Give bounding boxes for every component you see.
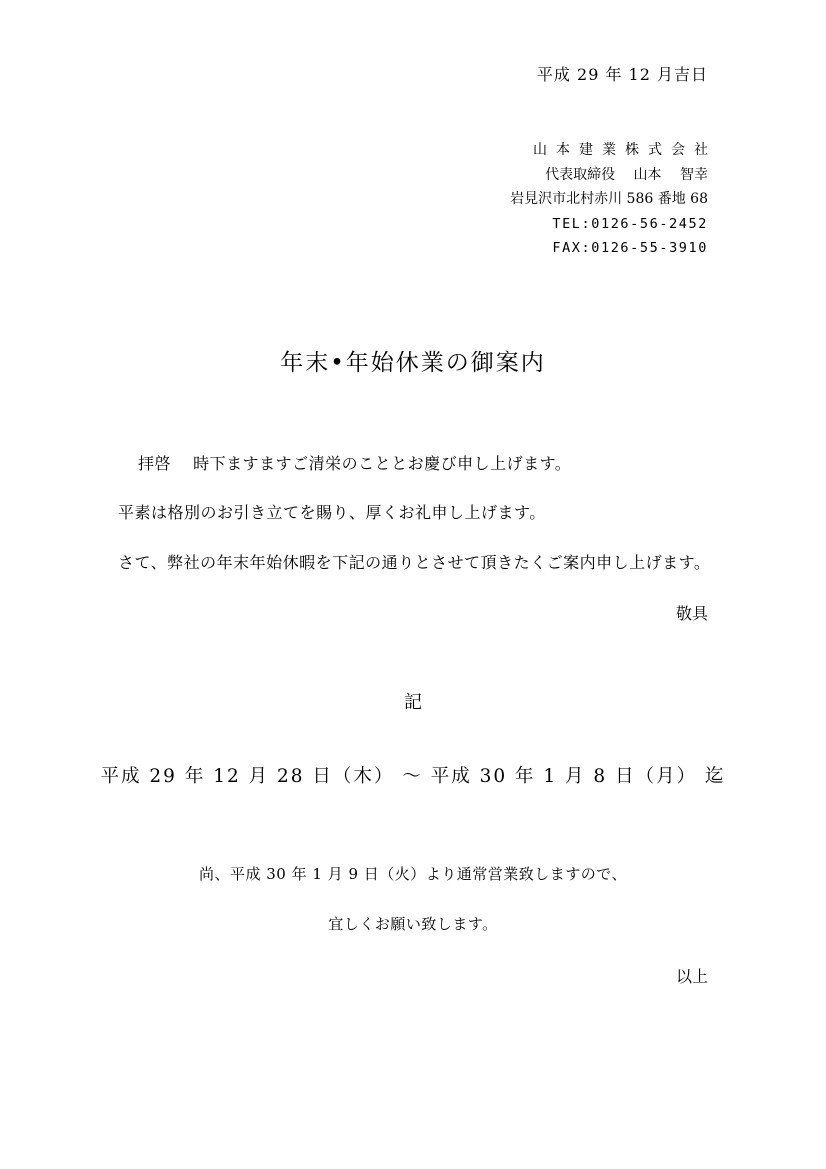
resume-note: 尚、平成 30 年 1 月 9 日（火）より通常営業致しますので、 <box>199 865 627 883</box>
ki-heading: 記 <box>404 692 422 713</box>
announcement-line: さて、弊社の年末年始休暇を下記の通りとさせて頂きたくご案内申し上げます。 <box>118 553 711 572</box>
sender-fax: FAX:0126-55-3910 <box>552 240 708 256</box>
holiday-period: 平成 29 年 12 月 28 日（木） ～ 平成 30 年 1 月 8 日（月） 迄 <box>100 766 726 787</box>
sender-address: 岩見沢市北村赤川 586 番地 68 <box>510 191 708 207</box>
document-date: 平成 29 年 12 月吉日 <box>536 65 708 84</box>
sender-block <box>507 138 717 261</box>
regards-note: 宜しくお願い致します。 <box>328 915 498 933</box>
sender-representative: 代表取締役 山本 智幸 <box>545 166 708 183</box>
closing-keigu: 敬具 <box>675 604 708 623</box>
sender-tel: TEL:0126-56-2452 <box>552 215 708 232</box>
thanks-line: 平素は格別のお引き立てを賜り、厚くお礼申し上げます。 <box>118 503 546 522</box>
closing-ijo: 以上 <box>675 967 708 986</box>
greeting-line: 拝啓 時下ますますご清栄のこととお慶び申し上げます。 <box>138 454 572 473</box>
page-title: 年末•年始休業の御案内 <box>280 350 546 376</box>
sender-company: 山本建業株式会社 <box>533 142 717 158</box>
